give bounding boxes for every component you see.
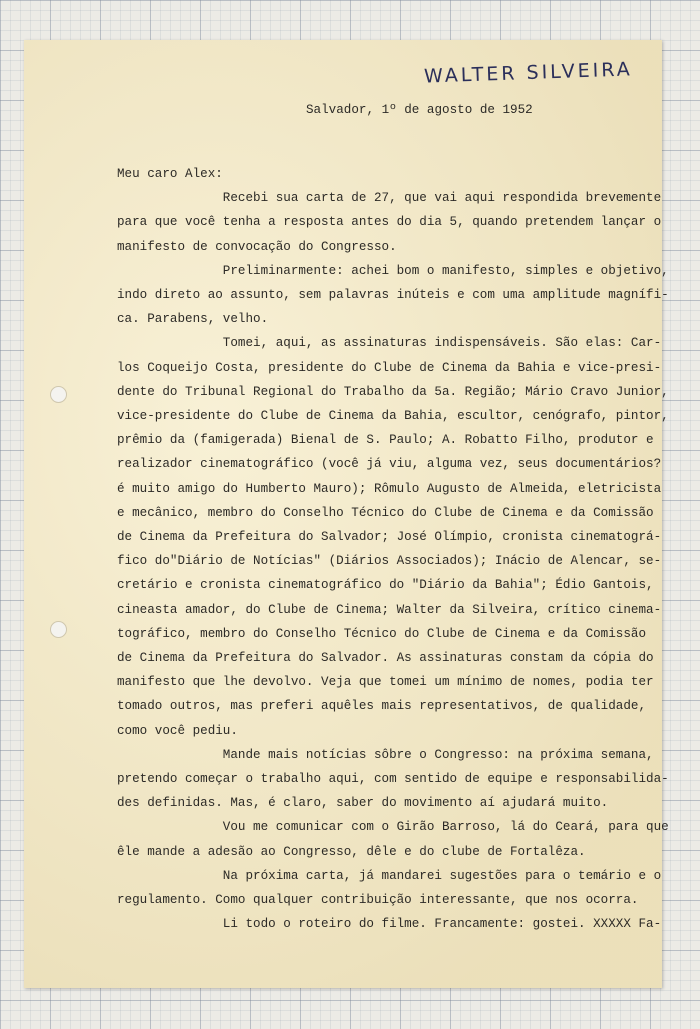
letter-line: fico do"Diário de Notícias" (Diários Associados); Inácio de Alencar, se- — [117, 554, 662, 569]
letter-line: cineasta amador, do Clube de Cinema; Walter da Silveira, crítico cinema- — [117, 602, 662, 617]
letter-line: indo direto ao assunto, sem palavras inúteis e com uma amplitude magnífi- — [117, 288, 669, 303]
letter-line: manifesto de convocação do Congresso. — [117, 239, 397, 254]
letter-line: regulamento. Como qualquer contribuição interessante, que nos ocorra. — [117, 893, 639, 908]
letter-line: de Cinema da Prefeitura do Salvador; José Olímpio, cronista cinematográ- — [117, 530, 662, 545]
letter-line: como você pediu. — [117, 723, 238, 738]
letter-line: vice-presidente do Clube de Cinema da Bahia, escultor, cenógrafo, pintor, — [117, 409, 669, 424]
letter-line: Li todo o roteiro do filme. Francamente: gostei. XXXXX Fa- — [117, 917, 662, 932]
letter-line: é muito amigo do Humberto Mauro); Rômulo Augusto de Almeida, eletricista — [117, 481, 662, 496]
punch-hole — [50, 386, 67, 403]
letter-line: ca. Parabens, velho. — [117, 312, 269, 327]
letter-line: los Coqueijo Costa, presidente do Clube de Cinema da Bahia e vice-presi- — [117, 360, 662, 375]
handwritten-signature: WALTER SILVEIRA — [423, 58, 634, 88]
letter-line: cretário e cronista cinematográfico do "Diário da Bahia"; Édio Gantois, — [117, 578, 654, 593]
letter-line: de Cinema da Prefeitura do Salvador. As assinaturas constam da cópia do — [117, 651, 654, 666]
letter-line: Preliminarmente: achei bom o manifesto, simples e objetivo, — [117, 263, 669, 278]
letter-body — [117, 162, 669, 937]
letter-line: Vou me comunicar com o Girão Barroso, lá do Ceará, para que — [117, 820, 669, 835]
letter-line: tográfico, membro do Conselho Técnico do Clube de Cinema e da Comissão — [117, 626, 647, 641]
letter-line: tomado outros, mas preferi aquêles mais representativos, de qualidade, — [117, 699, 647, 714]
letter-line: realizador cinematográfico (você já viu, alguma vez, seus documentários? — [117, 457, 662, 472]
letter-line: para que você tenha a resposta antes do dia 5, quando pretendem lançar o — [117, 215, 662, 230]
letter-line: Tomei, aqui, as assinaturas indispensáveis. São elas: Car- — [117, 336, 662, 351]
date-line: Salvador, 1º de agosto de 1952 — [306, 103, 533, 117]
punch-hole — [50, 621, 67, 638]
letter-line: Na próxima carta, já mandarei sugestões para o temário e o — [117, 868, 662, 883]
letter-sheet — [24, 40, 669, 988]
letter-line: manifesto que lhe devolvo. Veja que tomei um mínimo de nomes, podia ter — [117, 675, 654, 690]
letter-line: Recebi sua carta de 27, que vai aqui respondida brevemente — [117, 191, 662, 206]
letter-line: pretendo começar o trabalho aqui, com sentido de equipe e responsabilida- — [117, 772, 669, 787]
letter-line: des definidas. Mas, é claro, saber do movimento aí ajudará muito. — [117, 796, 609, 811]
letter-line: êle mande a adesão ao Congresso, dêle e do clube de Fortalêza. — [117, 844, 586, 859]
letter-line: prêmio da (famigerada) Bienal de S. Paulo; A. Robatto Filho, produtor e — [117, 433, 654, 448]
salutation: Meu caro Alex: — [117, 167, 223, 181]
letter-line: dente do Tribunal Regional do Trabalho da 5a. Região; Mário Cravo Junior, — [117, 384, 669, 399]
letter-line: Mande mais notícias sôbre o Congresso: na próxima semana, — [117, 747, 654, 762]
letter-line: e mecânico, membro do Conselho Técnico do Clube de Cinema e da Comissão — [117, 505, 654, 520]
